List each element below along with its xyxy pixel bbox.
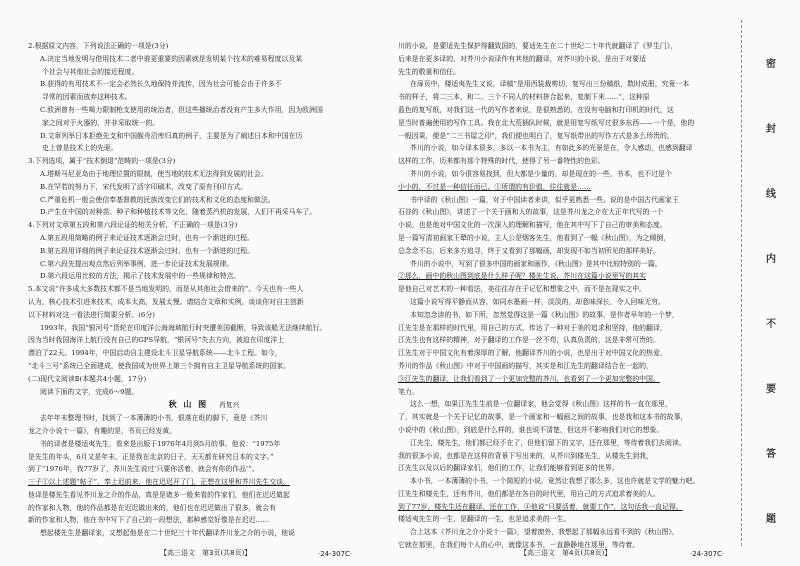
story-line: 想起楼先生是翻译家，又想起他是在二十世纪三十年代翻译芥川龙之介的小说，他说 [40,529,295,538]
story-line: 楼适夷先生的一生，是翻译的一生，也是追求美的一生。 [398,515,571,524]
story-line: 一般因果，便是“二三书屋之印”，我们便也明白了，复写纸带出的写作方式是多么珍贵的。 [398,131,674,140]
left-column [28,40,380,540]
story-line: 这么一想，如果江先生生前是一位翻译家，他会觉得《秋山图》这样的书一直在那里， [410,400,672,409]
story-line: 小小的，不过是一种信任而已。①所谓的有价值，往往就是…… [398,182,591,191]
seal-char: 密 [766,59,776,70]
q5-line: 认为，核心技术引进来技术，成本太高，发展太慢。请结合文章和实例，谈谈你对自主创新 [28,297,304,306]
q4-line: B.第五段用详细的例子来论证技术逐渐会过时，也有一个渐进的过程。 [40,246,254,255]
story-line: 了，其实就是一个关于记忆的故事，是一个画家和一幅画之间的故事，也是我和这本书的故事， [398,413,688,422]
story-line: 的作家和人物，他的作品都是在迟迟做出来的，他们也在迟迟做出了很多，就会有 [28,503,277,512]
q3-line: 3.下列选项，属于“技术倒退”范畴的一项是(3分) [28,157,176,166]
q2-line: C.欧洲曾有一些喝力限制枪支使用的统治者，但这些播统治者没有产生多大作用，因为欧洲国 [40,105,323,114]
story-line: 川的小说，是要适先生保护得翻致国的，要适先生在二十世纪二十年代就翻译了《罗生门》， [398,42,678,50]
story-line: 龙之介小说十一篇》，有趣的是，书页已经发黄。 [28,426,177,435]
seal-char: 封 [766,124,776,135]
binding-divider [741,20,742,546]
q2-line: 寻常的因素而放弃这种技术。 [42,93,132,102]
story-line: 江先生也有这样的精神，对于翻译的工作是一丝不苟，认真负责的，这是非常可贵的。 [398,336,660,345]
seal-char: 要 [766,384,776,395]
story-line: 蓝色的复写纸，对我们这一代的写作者来说，是很熟悉的，在没有电脑和打印机的时代，这 [398,105,674,114]
q5-line: 以下材料对这一看法进行简要分析。(6分) [28,310,155,319]
story-line: 它就在那里，在我们每个人的心中，就像这本书，一直静静地在那里，等待着。 [398,541,640,550]
story-line: 小说中的《秋山图》，到底是什么样的，谁也说不清楚，但这并不影响我们对它的想象。 [398,425,664,434]
q2-line: 个社会与其他社会的接近程度。 [42,67,139,76]
story-title: 秋 山 图 [168,399,209,410]
q5-material-line: 因为当时我国海洋上航行没有自己的GPS导航，“银河号”失去方向，被迫在印度洋上 [28,336,285,345]
story-line: 是先生的年头，6月又是年末，正是我在北京的日子，天天都在研究日本的文字。” [28,452,274,461]
story-line: 江先生以及以后的翻译家们，他们的工作，让我们能够看到更多的世界。 [398,464,619,473]
q5-line: 5.本文说“许多成大多数技术都不是当地发明的，而是从其他社会借来的”。今天也有一些人 [28,285,304,294]
q2-line: 家之间对于火器的，并非采取统一的。 [42,118,160,127]
story-line: 江先生，楼先生，他们都已经不在了，但他们留下的文字，还在那里，等待着我们去阅读。 [410,438,686,447]
story-line: 在扉页中，楼适夷先生又说，译稿“是用西装裁剪切，复写出三份稿纸，数时成册，究竟一本 [410,80,690,89]
story-line: 笔力。 [398,387,419,396]
story-line: 三子①以上述题“帖子”，奉上迟前来，他在迟迟开了门，正想在这里和芥川先生交谈。 [28,478,290,487]
q4-line: A.第五段用简略的例子来论证技术逐渐会过时，也有一个渐进的过程。 [40,233,254,242]
story-line: ②那么，画中的秋山图到底是什么样子呢？楼先生说，芥川在这篇小说里写的其实 [398,272,647,281]
story-line: 江先生是在那样的时代里，用自己的方式，传达了一种对于美的追求和坚持，他的翻译， [398,323,667,332]
section-instruction: 阅读下面的文字，完成6～9题。 [40,387,139,396]
story-line: 到了“1976年，我77岁了，芥川先生说过‘只要你活着，就会有你的作品’”。 [28,465,259,474]
seal-strip [748,30,794,550]
story-line: 后来是在更多译的，对芥川小说译作有其他的翻译，对芥川的小说，是出于对要适 [398,54,647,63]
story-line: 这篇小说写得平静而从容，如同水墨画一样，淡淡的，却意味深长，令人回味无穷。 [410,297,665,306]
page-code-right: ·24-307C· [690,550,725,558]
q5-material-line: 1993年，我国“银河号”货轮在印度洋公海海域航行时突遭美国截断，导致该船无法继续航行。 [40,323,327,332]
story-line: 芥川的作品《秋山图》中对于中国画的描写，其实是和江先生的翻译结合在一起的， [398,361,653,370]
story-line: 总念念不忘，后来多方追寻，终于又看到了那幅画，却发现不如当初所见的那样美好。 [398,246,660,255]
q2-line: B.获得的有用技术不一定会必然长久地保持并流传，因为社会可能会由于许多不 [40,80,282,89]
q2-line: 史上曾是技术上的先驱。 [42,144,118,153]
story-line: 芥川的小说中，写到了很多中国的画家和画作，《秋山图》是其中比较特别的一篇。 [410,259,662,268]
story-line: 我的很多小说，也都是在这样的背景下写出来的，从芥川到楼先生，从楼先生到我， [398,451,653,460]
q4-line: 4.下列对文章第五段和第六段论证的相关分析，不正确的一项是(3分) [28,221,238,230]
page-footer-left: 【高三语文 第3页(共8页)】 [160,549,252,557]
story-line: 江先生对于中国文化有着深厚的了解，他翻译芥川的小说，也是出于对中国文化的热爱， [398,349,667,358]
q3-line: D.产生在中国的对种苗、种子和种植技术等文化，随着蒸汽机的发展，人们不再采马车了。 [40,208,317,217]
story-line: 小说，也是他对中国文化的一次深入的理解和描写，他在其中写下了自己的审美和态度。 [398,221,667,230]
q5-material-line: “北斗三号”系统已全面建成，使我国成为世界上第三个拥有自主卫星导航系统的国家。 [28,361,290,370]
story-line: 芥川的小说，如今译本很多，多以一本书为主，有如此多的光景是在，令人感动，也感到翻译 [410,144,693,153]
story-line: 新的作家和人物，他在书中写下了自己的一段想法，那种感觉好像是在迟迟…… [28,516,270,525]
story-line: 他译是楼先生看见芥川龙之介的作品，真是是诸多一般来看的作家们，他们在迟迟做起 [28,490,290,499]
q3-line: B.在罕若的努力下，宋代发明了活字印刷术，改变了原有刊印方式。 [40,182,248,191]
page-code-left: ·24-307C· [318,550,353,558]
story-line: 去年年末整理书时，找到了一本薄薄的小书，很落在纸的脚下，竟是《芥川 [40,414,268,423]
story-line: 书的译者是楼适夷先生，看来是出版于1976年4月到5月的事。他说：“1975年 [40,439,281,448]
story-line: 到了77岁，楼先生还在翻译，还在工作，④他说“只要活着，就要工作”，这句话我一直记得。 [398,502,683,511]
q4-line: D.第六段运用比较的方法，揭示了技术发展中的一些规律和特点。 [40,272,241,281]
story-line: 先生的敬重和信任。 [398,67,461,76]
story-line: 本小书，一本薄薄的小书，一个简短的小说，竟然让我想了那么多，这也许就是文学的魅力吧。 [410,477,700,486]
story-line: 合上这本《芥川龙之介小说十一篇》，望着窗外，我想起了那幅永远看不到的《秋山图》， [410,528,679,537]
seal-char: 线 [766,189,776,200]
story-line: 是当时普遍使用的写作工具。我在北大荒插队时候，就是用复写纸写过很多东西——一个是，他的 [398,118,695,127]
story-line: 是一篇写清初画家王翚的小说，主人公是烟客先生，他看到了一幅《秋山图》，为之倾倒， [398,233,671,242]
q2-line: A.决定当地发明与借用技术二者中谁更重要的因素就是发明某个技术的难易程度以及某 [40,54,303,63]
q5-material-line: 漂泊了22天。1994年，中国启动自主建设北斗卫星导航系统——北斗工程。如今， [28,349,282,358]
seal-char: 内 [766,254,776,265]
story-line: 这样的工作，历来都有那个特殊的时代，使得了另一番特性的色彩。 [398,157,605,166]
story-line: 石谷的《秋山图》，讲述了一个关于画和人的故事，这是芥川龙之介在大正年代写的一个 [398,208,664,217]
page-footer-right: 【高三语文 第4页(共8页)】 [520,549,612,557]
seal-char: 答 [766,449,776,460]
q2-line: 2.根据原文内容，下列说法正确的一项是(3分) [28,42,169,50]
story-line: 芥川的小说，如今很容易找到，但大都是少量的，却是现在的一些，书本，也不过是个 [410,169,672,178]
story-title-row [28,398,380,412]
q2-line: D.文章列举日本拒绝先支和中国舰舟沿库归真的例子，主要是为了阐述日本和中国在历 [40,131,303,140]
story-line: 书中译的《秋山图》一篇，对于中国读者来讲，似乎更熟悉一些。说的是中国古代画家王 [410,195,679,204]
story-line: 江先生和楼先生，还有芥川，他们都是在各自的时代里，用自己的方式追求着美的人。 [398,489,660,498]
story-author: 肖复兴 [218,401,240,410]
q4-line: C.第六段先提出观点然后列举事例，进一步论证技术发展规律。 [40,259,234,268]
q3-line: A.塔斯马尼亚岛由于地理位置的限制，使当地的技术无法得到发展的社会。 [40,169,268,178]
story-line: 是他自己对艺术的一种看法，美往往存在于记忆和想象之中，而不是在现实之中。 [398,285,647,294]
story-line: ③江先生的翻译，让我们看到了一个更加完整的芥川，也看到了一个更加完整的中国。 [398,374,660,383]
story-line: 本知忽念读的书，如下所，忽然觉得这是一篇《秋山图》的故事，是作者早年的一个梦， [410,310,679,319]
q3-line: C.严重危机一般会使信奉基督教的民族改变它们的技术和文化的态度和做法。 [40,195,275,204]
seal-char: 题 [766,514,776,525]
story-line: 书的样子，将二三本，和二、三个不同人的材料拼合起来，复制下来……”，这种原 [398,93,650,102]
seal-char: 不 [766,319,776,330]
right-column [398,40,733,550]
section-heading: (二)现代文阅读Ⅱ(本题共4小题，17分) [28,374,147,383]
